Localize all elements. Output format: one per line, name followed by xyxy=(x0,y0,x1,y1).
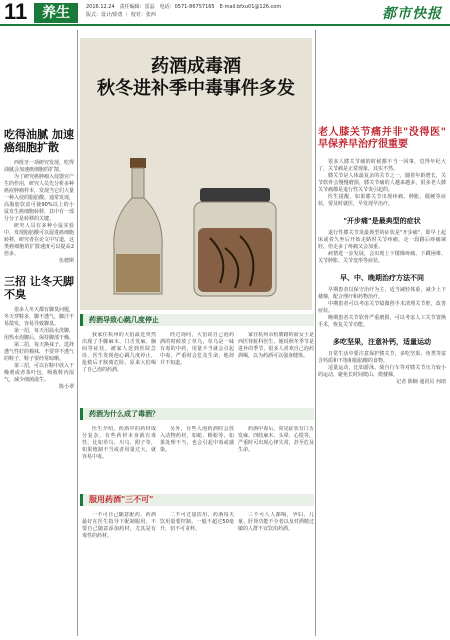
section-bar-1-title: 药酒导致心跳几度停止 xyxy=(89,316,159,324)
right-paragraph: 晚期患者关节软骨严重磨损，可以考虑人工关节置换手术，恢复关节功能。 xyxy=(318,315,446,328)
newspaper-brand: 都市快报 xyxy=(382,6,442,22)
left-paragraph: 研究人员在多种小鼠实验中，发现脂肪酸可以促进癌细胞转移，研究者在论文中写道，这类癌细胞的扩散速度可以提高2倍多。 xyxy=(4,223,74,257)
hero-title-line-2: 秋冬进补季中毒事件多发 xyxy=(97,78,295,99)
mid-text-block xyxy=(82,426,156,488)
right-byline: 记者 陈楠 通讯员 何雨 xyxy=(396,379,446,385)
left-paragraph: 西班牙一项研究发现，吃得油腻会加速癌细胞的扩散。 xyxy=(4,160,74,173)
herb-jar-illustration xyxy=(190,188,280,298)
mid-paragraph: 药酒中毒后，常见症状有口舌发麻、四肢麻木、头晕、心慌等，严重时可出现心律失常，甚至危及生命。 xyxy=(238,426,314,453)
right-paragraph: 病情进一步发展，会出现上下楼梯疼痛、下蹲困难、关节肿胀、关节变形等症状。 xyxy=(318,251,446,264)
mid-paragraph: 三不可人人都喝，孕妇、儿童、肝肾功能不全者以及对酒精过敏的人群不宜饮用药酒。 xyxy=(238,512,314,532)
mid-paragraph: 另外，有些人泡药酒时会放入动物药材，如蛇、蜈蚣等，如果处理不当，也会引起中毒或感染。 xyxy=(160,426,234,453)
right-paragraph: 中期患者可以考虑关节镜微创手术清理关节腔，改善症状。 xyxy=(318,301,446,314)
mid-text-block xyxy=(238,512,314,636)
mid-text-block xyxy=(238,332,314,402)
mid-text-block xyxy=(82,332,156,402)
right-heading: 老人膝关节痛并非"没得医" 早保养早治疗很重要 xyxy=(318,127,446,150)
section-bar-1 xyxy=(80,314,314,326)
hero-title xyxy=(80,56,312,100)
mid-paragraph: 二不可过量饮用，药酒每天饮用量要控制，一般不超过50毫升，切不可贪杯。 xyxy=(160,512,234,532)
right-paragraph: 日常生活中要注意保护膝关节，多吃坚果、鱼类等富含钙质和不饱和脂肪酸的食物。 xyxy=(318,351,446,364)
left-paragraph: 第二招，每天换袜子，选择透气性好的棉袜，不要穿不透气的鞋子，鞋子要经常晾晒。 xyxy=(4,342,74,362)
mid-text-block xyxy=(238,426,314,488)
left-paragraph: 第一招，每天用温水洗脚，用热水泡脚后，保持脚部干燥。 xyxy=(4,328,74,341)
mid-text-block xyxy=(82,512,156,636)
mid-paragraph: 经过询问，大伯说自己泡药酒的时候放了草乌，草乌是一味有毒的中药，用量不当就会引起中毒，严重时会危及生命，他却并不知道。 xyxy=(160,332,234,366)
left-heading-2: 三招 让冬天脚不臭 xyxy=(4,275,74,301)
masthead xyxy=(0,0,450,26)
section-tab: 养生 xyxy=(34,3,78,23)
left-paragraph: 第三招，可以在鞋中放入干燥剂或者茶叶包，吸收鞋内湿气，减少细菌滋生。 xyxy=(4,363,74,383)
right-subheading-3: 多吃坚果，注意补钙，适量运动 xyxy=(333,338,431,346)
right-paragraph: 适量运动，比如游泳、骑自行车等对膝关节压力较小的运动，避免长时间爬山、爬楼梯。 xyxy=(318,365,446,378)
right-paragraph: 膝关节是人体最复杂的关节之一，随着年龄增长，关节软骨会慢慢磨损，膝关节痛的人越来越多，很多老人膝关节痛都是退行性关节炎引起的。 xyxy=(318,173,446,193)
left-paragraph: 很多人冬天都有脚臭问题，冬天穿鞋多，脚不透气，脚汗不易散发，容易导致脚臭。 xyxy=(4,307,74,327)
hero-title-line-1: 药酒成毒酒 xyxy=(151,56,241,77)
right-paragraph: 很多人膝关节痛的时候都不当一回事，觉得年纪大了，关节痛是正常现象，其实不然。 xyxy=(318,159,446,172)
page-number: 11 xyxy=(4,0,28,24)
right-paragraph: 医生提醒，如果膝关节出现疼痛、肿胀、僵硬等症状，要及时就医，早发现早治疗。 xyxy=(318,194,446,207)
left-column xyxy=(4,128,74,638)
date-line: 2016.12.24 责任编辑：雷晶 电话：0571-86757165 E-mail:bfxu01@126.com xyxy=(86,4,282,10)
mid-text-block xyxy=(160,332,234,402)
left-byline-1: 伍德斯 xyxy=(58,258,74,264)
mid-text-block xyxy=(160,512,234,636)
section-bar-3-title: 服用药酒"三不可" xyxy=(89,495,154,504)
right-paragraph: 早期患者以保守治疗为主，适当减轻体重，减少上下楼梯，配合理疗和药物治疗。 xyxy=(318,287,446,300)
hero-image xyxy=(80,38,312,310)
left-heading-1: 吃得油腻 加速癌细胞扩散 xyxy=(4,128,74,154)
right-subheading-1: "开步痛"是最典型的症状 xyxy=(343,217,421,225)
section-bar-2 xyxy=(80,408,314,420)
section-bar-2-title: 药酒为什么成了毒酒？ xyxy=(89,410,159,418)
right-column xyxy=(318,125,446,638)
mid-paragraph: 医生介绍，药酒中的药材成分复杂，有些药材本身就有毒性，比如草乌、川乌、附子等，如果炮制不当或者用量过大，就容易中毒。 xyxy=(82,426,156,460)
mid-paragraph: 家住杭州余杭塘路的俞女士是西医肾脏科医生，她说秋冬季节是进补的季节，很多人喜欢自己泡药酒喝，以为药酒可以强身健体。 xyxy=(238,332,314,359)
column-divider xyxy=(315,30,316,636)
wine-bottle-illustration xyxy=(108,158,168,298)
mid-paragraph: 我家住杭州的大伯最近突然出现了手脚麻木、口舌发麻、胸闷等症状，被家人送到医院急诊，医生发现他心跳几度停止，抢救后才脱离危险。原来大伯喝了自己泡的药酒。 xyxy=(82,332,156,373)
left-byline-2: 陈小翠 xyxy=(58,384,74,390)
mid-paragraph: 一不可自己随意配药，药酒最好在医生指导下配制服用，不要自己随意添加药材，尤其是有毒性的药材。 xyxy=(82,512,156,539)
left-paragraph: 为了研究癌肿瘤入侵器官产生的作用，研究人员先分析多种癌症肿瘤样本，发现当它们大量一种入侵的脂肪酸。通常发现，高脂肪饮食可使90%以上的小鼠发生癌细胞转移，其中有一部分分子是转移的关键。 xyxy=(4,174,74,222)
section-bar-3 xyxy=(80,494,314,506)
right-subheading-2: 早、中、晚期治疗方法不同 xyxy=(340,274,424,282)
column-divider xyxy=(77,30,78,636)
right-paragraph: 退行性膝关节炎最典型的症状是"开步痛"，即早上起床或者久坐后开始走路时关节疼痛，走一段路后疼痛减轻，但走多了疼痛又会加重。 xyxy=(318,230,446,250)
mid-text-block xyxy=(160,426,234,488)
editor-line: 版式：设计/徐勇 ｜ 校对：张西 xyxy=(86,12,211,18)
